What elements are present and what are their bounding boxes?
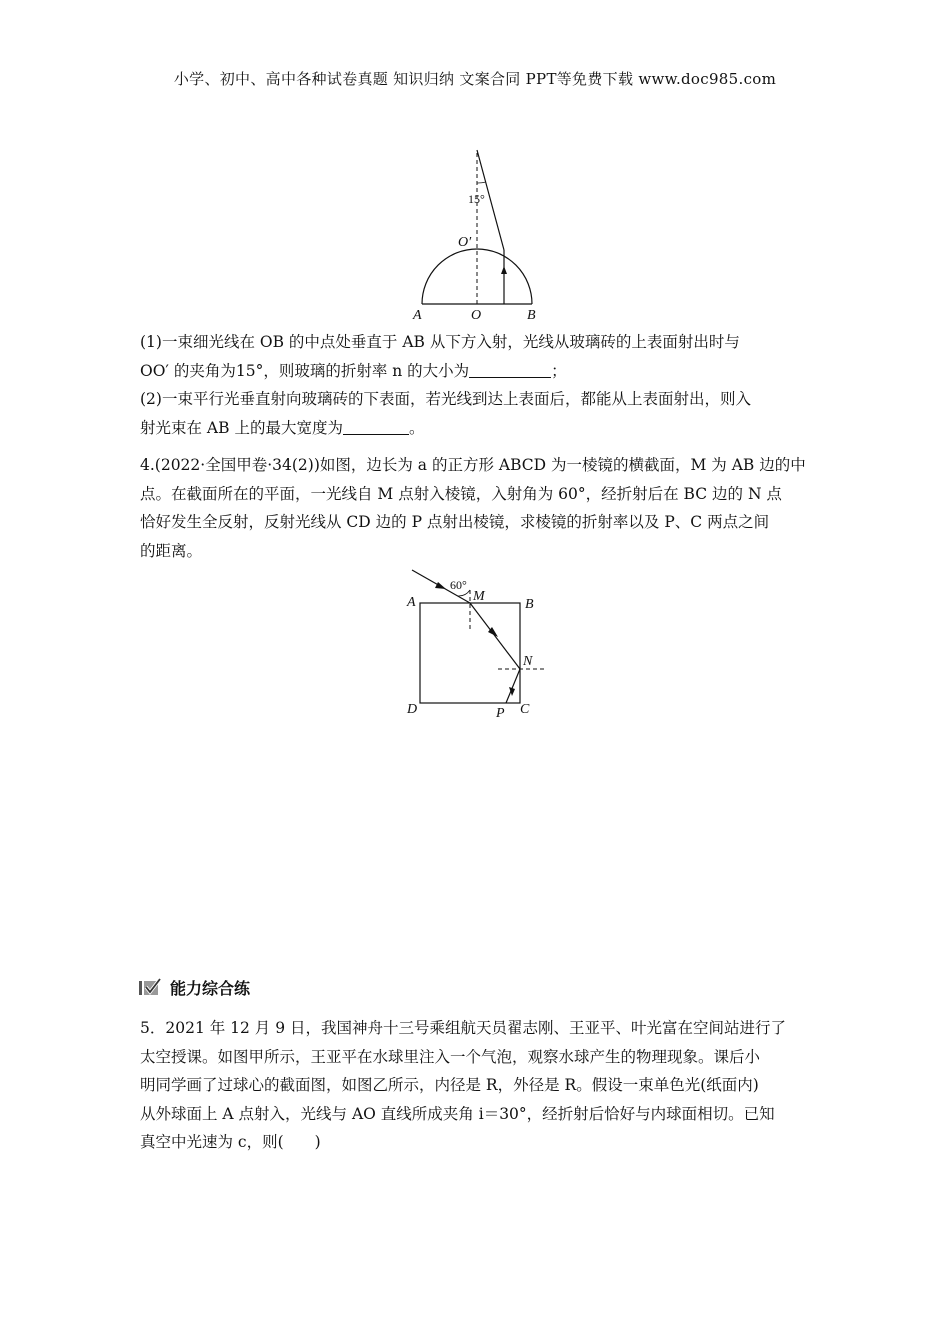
refracted-ray xyxy=(470,603,520,669)
q5-line3: 明同学画了过球心的截面图，如图乙所示，内径是 R，外径是 R。假设一束单色光(纸面内) xyxy=(140,1076,759,1094)
q4-line2: 点。在截面所在的平面，一光线自 M 点射入棱镜，入射角为 60°，经折射后在 BC 边的 N 点 xyxy=(140,484,782,503)
question-4 xyxy=(140,451,812,565)
q4-line4: 的距离。 xyxy=(140,541,203,560)
question-5 xyxy=(140,1014,812,1157)
section-heading xyxy=(138,974,250,1000)
label-b: B xyxy=(527,308,536,323)
q4-line1: 4.(2022·全国甲卷·34(2))如图，边长为 a 的正方形 ABCD 为一棱镜的横截面，M 为 AB 边的中 xyxy=(140,456,806,474)
incident-arrow xyxy=(435,582,446,589)
q5-line4: 从外球面上 A 点射入，光线与 AO 直线所成夹角 i＝30°，经折射后恰好与内球面相切。已知 xyxy=(140,1104,775,1123)
answer-blank-1[interactable] xyxy=(469,361,551,378)
figure-semicircle xyxy=(410,145,550,325)
label-o: O xyxy=(471,308,482,323)
label-a: A xyxy=(413,308,422,323)
label-c: C xyxy=(520,702,530,717)
q3-part1-line2: OO′ 的夹角为15°，则玻璃的折射率 n 的大小为 ； xyxy=(140,361,567,380)
q5-line1: 5．2021 年 12 月 9 日，我国神舟十三号乘组航天员翟志刚、王亚平、叶光富在空间站进行了 xyxy=(140,1019,787,1037)
page-header: 小学、初中、高中各种试卷真题 知识归纳 文案合同 PPT等免费下载 www.doc985.com xyxy=(173,70,777,88)
q3-part2-line1: (2)一束平行光垂直射向玻璃砖的下表面，若光线到达上表面后，都能从上表面射出，则入 xyxy=(140,390,751,408)
q3-part1-line1: (1)一束细光线在 OB 的中点处垂直于 AB 从下方入射，光线从玻璃砖的上表面射出时与 xyxy=(140,333,740,351)
label-p: P xyxy=(496,706,505,721)
label-m: M xyxy=(473,589,485,604)
angle-arc xyxy=(477,182,486,183)
label-d: D xyxy=(407,702,418,717)
q5-line2: 太空授课。如图甲所示，王亚平在水球里注入一个气泡，观察水球产生的物理现象。课后小 xyxy=(140,1047,761,1066)
q3-part2-line2: 射光束在 AB 上的最大宽度为 。 xyxy=(140,418,425,437)
label-a: A xyxy=(407,595,416,610)
label-n: N xyxy=(523,654,533,669)
label-b: B xyxy=(525,597,534,612)
label-o-prime: O′ xyxy=(458,235,472,250)
answer-blank-2[interactable] xyxy=(343,418,409,435)
figure-square-prism xyxy=(398,562,558,722)
q5-line5: 真空中光速为 c，则( ) xyxy=(140,1133,321,1151)
q4-line3: 恰好发生全反射，反射光线从 CD 边的 P 点射出棱镜，求棱镜的折射率以及 P、C 两点之间 xyxy=(140,513,770,531)
section-title: 能力综合练 xyxy=(170,978,251,998)
checkmark-section-icon xyxy=(138,977,162,997)
ray-arrow xyxy=(501,266,507,274)
angle-label: 15° xyxy=(468,192,485,206)
angle-label: 60° xyxy=(450,578,467,592)
question-3-parts xyxy=(140,328,812,442)
reflected-ray xyxy=(506,669,520,703)
